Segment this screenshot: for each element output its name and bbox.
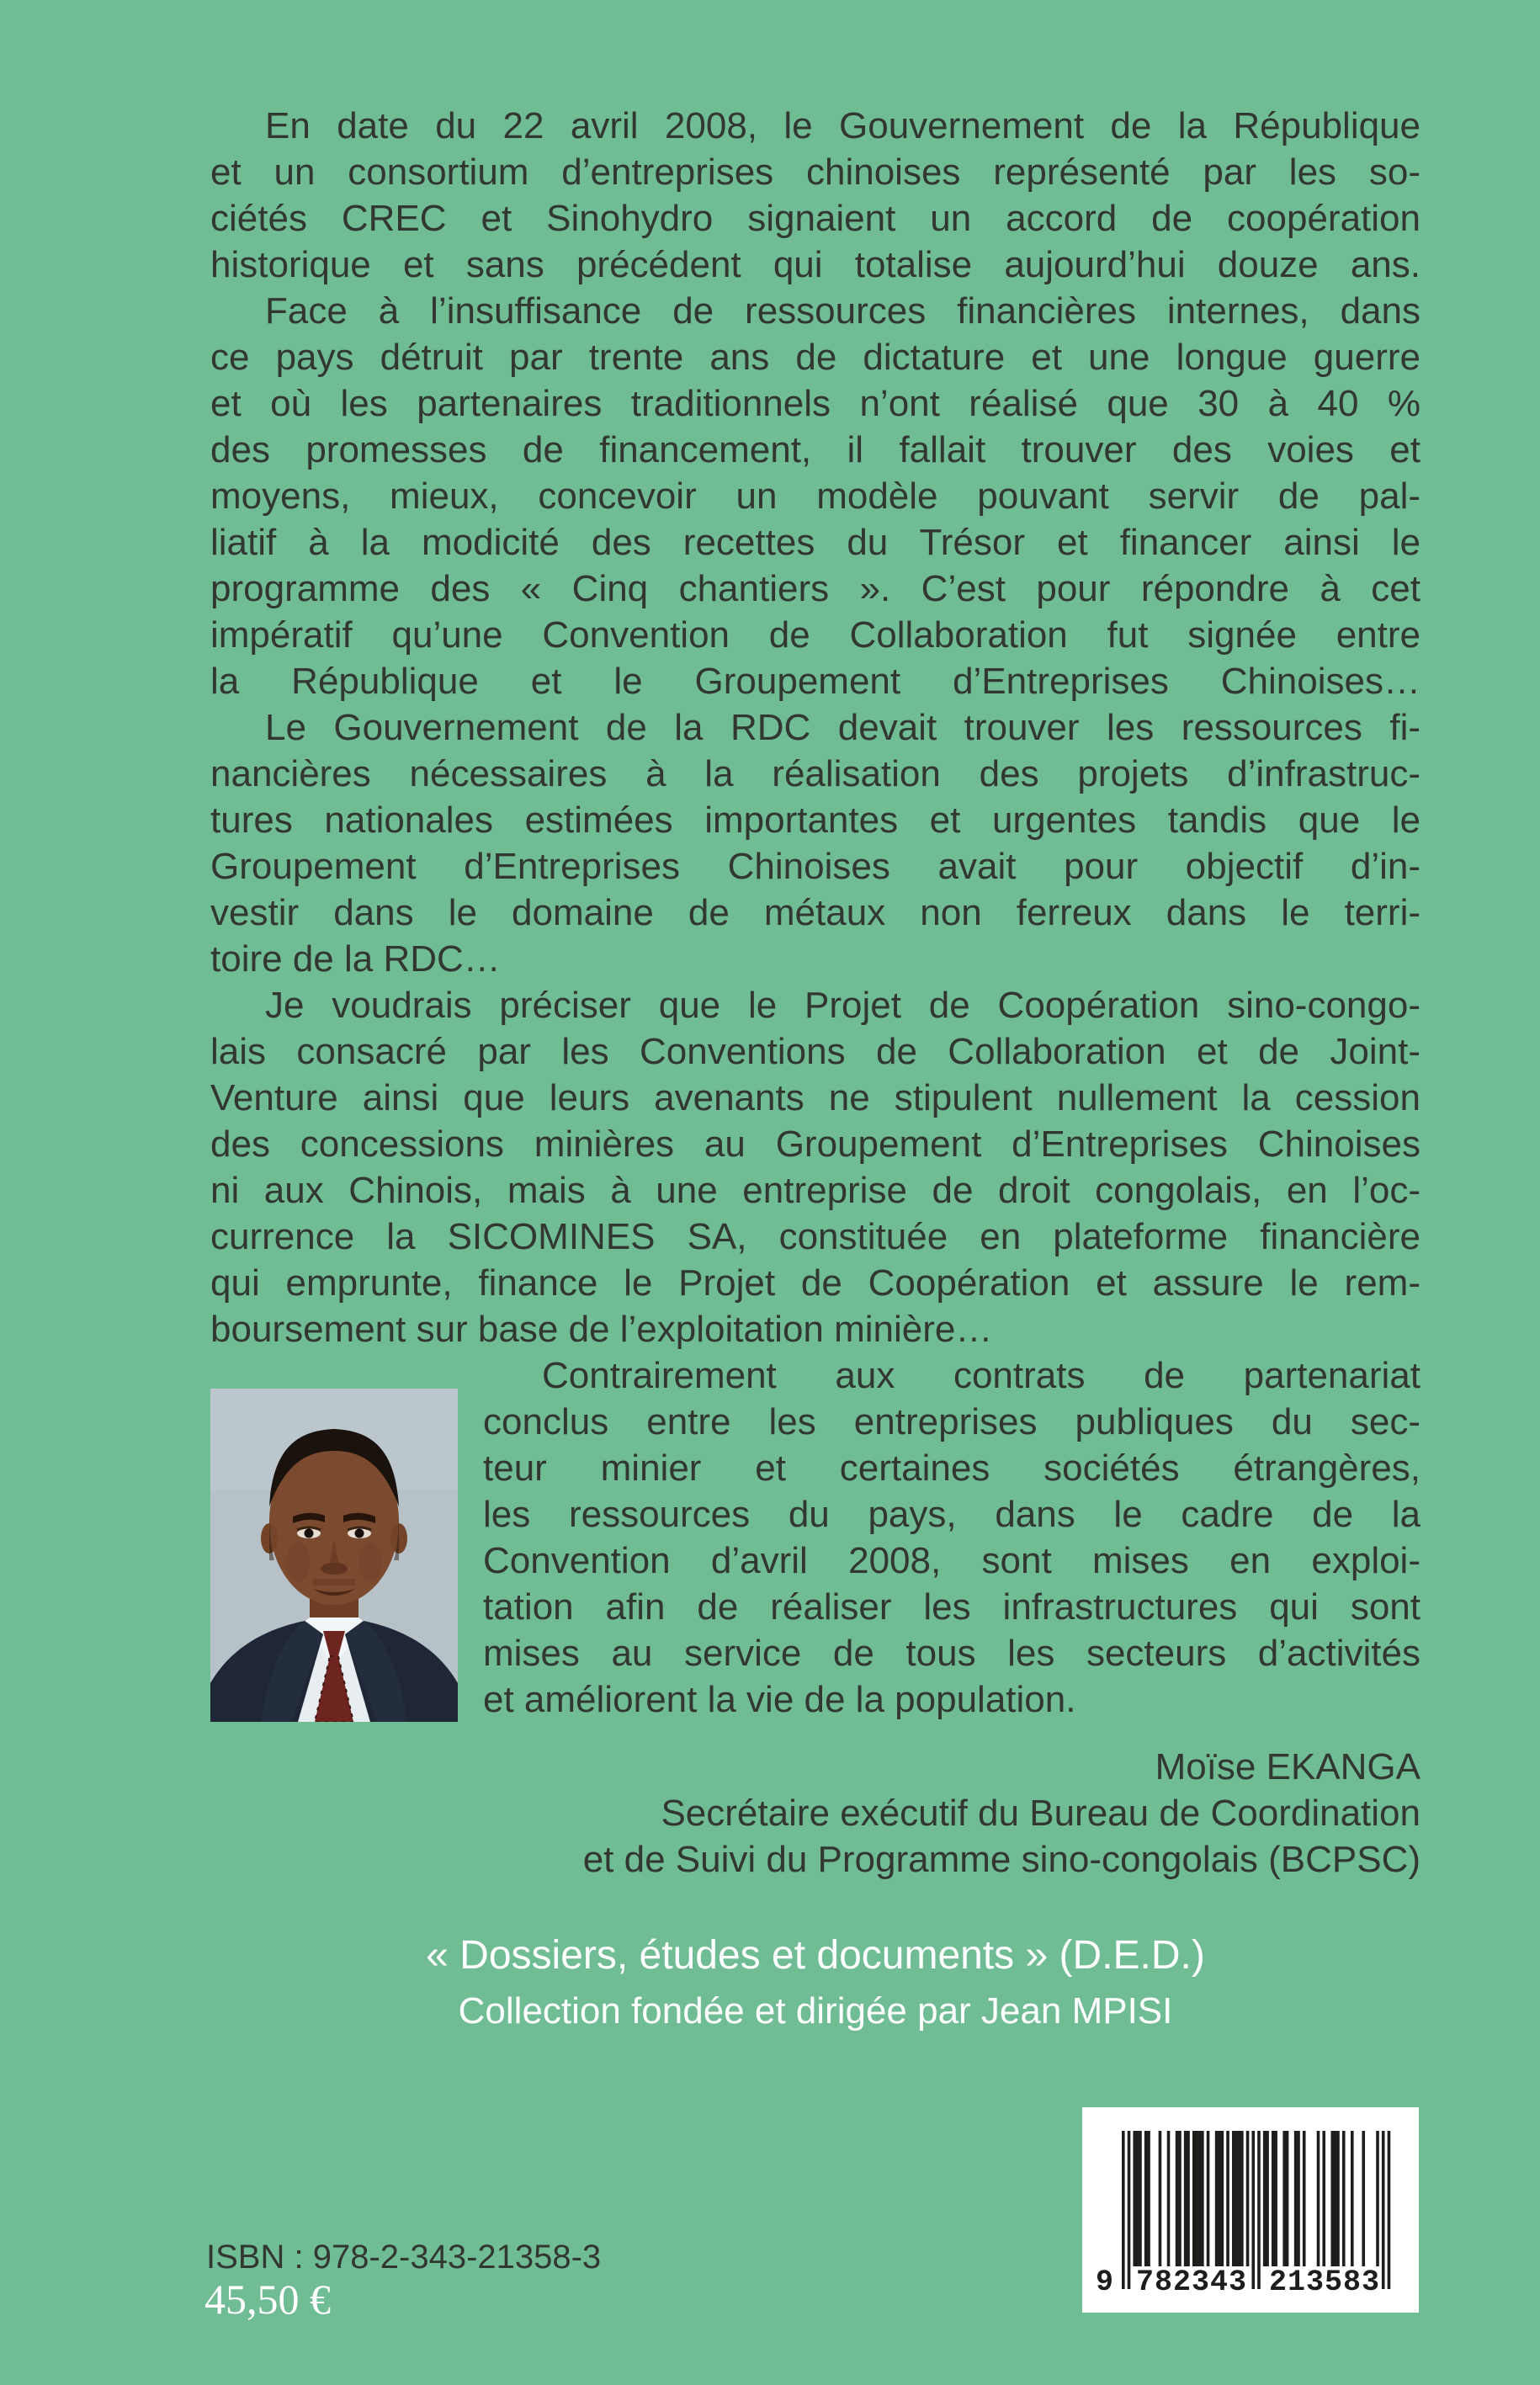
text-line: la République et le Groupement d’Entreprises Chinoises… xyxy=(210,661,1421,702)
text-line: et améliorent la vie de la population. xyxy=(483,1679,1076,1720)
text-line: Convention d’avril 2008, sont mises en exploi- xyxy=(483,1540,1421,1581)
text-line: currence la SICOMINES SA, constituée en plateforme financière xyxy=(210,1216,1421,1257)
text-line: les ressources du pays, dans le cadre de la xyxy=(483,1494,1421,1535)
text-line: vestir dans le domaine de métaux non ferreux dans le terri- xyxy=(210,892,1421,933)
text-line: teur minier et certaines sociétés étrangères, xyxy=(483,1447,1421,1489)
text-line: boursement sur base de l’exploitation minière… xyxy=(210,1309,993,1350)
price-text: 45,50 € xyxy=(204,2276,331,2323)
isbn-text: ISBN : 978-2-343-21358-3 xyxy=(206,2239,602,2276)
text-line: moyens, mieux, concevoir un modèle pouvant servir de pal- xyxy=(210,475,1421,517)
text-line: qui emprunte, finance le Projet de Coopération et assure le rem- xyxy=(210,1262,1421,1304)
text-line: ni aux Chinois, mais à une entreprise de droit congolais, en l’oc- xyxy=(210,1170,1421,1211)
text-line: nancières nécessaires à la réalisation des projets d’infrastruc- xyxy=(210,753,1421,794)
author-photo xyxy=(210,1389,458,1722)
barcode-digit-group1: 9 xyxy=(1096,2265,1115,2299)
collection-founder-line: Collection fondée et dirigée par Jean MPISI xyxy=(458,1990,1173,2032)
barcode-digit-group2: 782343 xyxy=(1136,2265,1248,2299)
author-name: Moïse EKANGA xyxy=(1155,1746,1421,1787)
text-line: Venture ainsi que leurs avenants ne stipulent nullement la cession xyxy=(210,1077,1421,1118)
text-line: lais consacré par les Conventions de Collaboration et de Joint- xyxy=(210,1031,1421,1072)
paragraph-2 xyxy=(210,288,1421,704)
back-cover-text-column xyxy=(210,103,1421,2037)
collection-block xyxy=(210,1926,1421,2037)
text-line: tation afin de réaliser les infrastructures qui sont xyxy=(483,1586,1421,1628)
text-line: historique et sans précédent qui totalise aujourd’hui douze ans. xyxy=(210,244,1421,285)
barcode-panel xyxy=(1082,2107,1419,2313)
text-line: ciétés CREC et Sinohydro signaient un accord de coopération xyxy=(210,198,1421,239)
author-title-line1: Secrétaire exécutif du Bureau de Coordination xyxy=(661,1793,1421,1834)
author-title-line2: et de Suivi du Programme sino-congolais (BCPSC) xyxy=(582,1839,1421,1880)
text-line: Le Gouvernement de la RDC devait trouver les ressources fi- xyxy=(265,707,1421,748)
attribution-block xyxy=(210,1744,1421,1883)
barcode-icon xyxy=(1082,2107,1419,2313)
paragraph-5-with-photo xyxy=(210,1352,1421,1723)
paragraph-3 xyxy=(210,704,1421,982)
text-line: impératif qu’une Convention de Collaboration fut signée entre xyxy=(210,614,1421,656)
text-line: des concessions minières au Groupement d’Entreprises Chinoises xyxy=(210,1123,1421,1165)
paragraph-1 xyxy=(210,103,1421,288)
text-line: conclus entre les entreprises publiques du sec- xyxy=(483,1401,1421,1442)
text-line: Face à l’insuffisance de ressources financières internes, dans xyxy=(265,290,1421,332)
text-line: tures nationales estimées importantes et urgentes tandis que le xyxy=(210,799,1421,841)
text-line: ce pays détruit par trente ans de dictature et une longue guerre xyxy=(210,337,1421,378)
text-line: En date du 22 avril 2008, le Gouvernement de la République xyxy=(265,105,1421,146)
barcode-digit-group3: 213583 xyxy=(1269,2265,1381,2299)
text-line: Contrairement aux contrats de partenariat xyxy=(542,1355,1421,1396)
text-line: des promesses de financement, il fallait trouver des voies et xyxy=(210,429,1421,470)
text-line: liatif à la modicité des recettes du Trésor et financer ainsi le xyxy=(210,522,1421,563)
paragraph-4 xyxy=(210,982,1421,1352)
text-line: toire de la RDC… xyxy=(210,938,501,980)
text-line: mises au service de tous les secteurs d’activités xyxy=(483,1633,1421,1674)
text-line: et un consortium d’entreprises chinoises représenté par les so- xyxy=(210,151,1421,193)
text-line: et où les partenaires traditionnels n’ont réalisé que 30 à 40 % xyxy=(210,383,1421,424)
text-line: Je voudrais préciser que le Projet de Coopération sino-congo- xyxy=(265,985,1421,1026)
author-portrait-illustration xyxy=(210,1389,458,1722)
collection-series-title: « Dossiers, études et documents » (D.E.D.) xyxy=(426,1933,1205,1978)
text-line: programme des « Cinq chantiers ». C’est pour répondre à cet xyxy=(210,568,1421,609)
text-line: Groupement d’Entreprises Chinoises avait pour objectif d’in- xyxy=(210,846,1421,887)
